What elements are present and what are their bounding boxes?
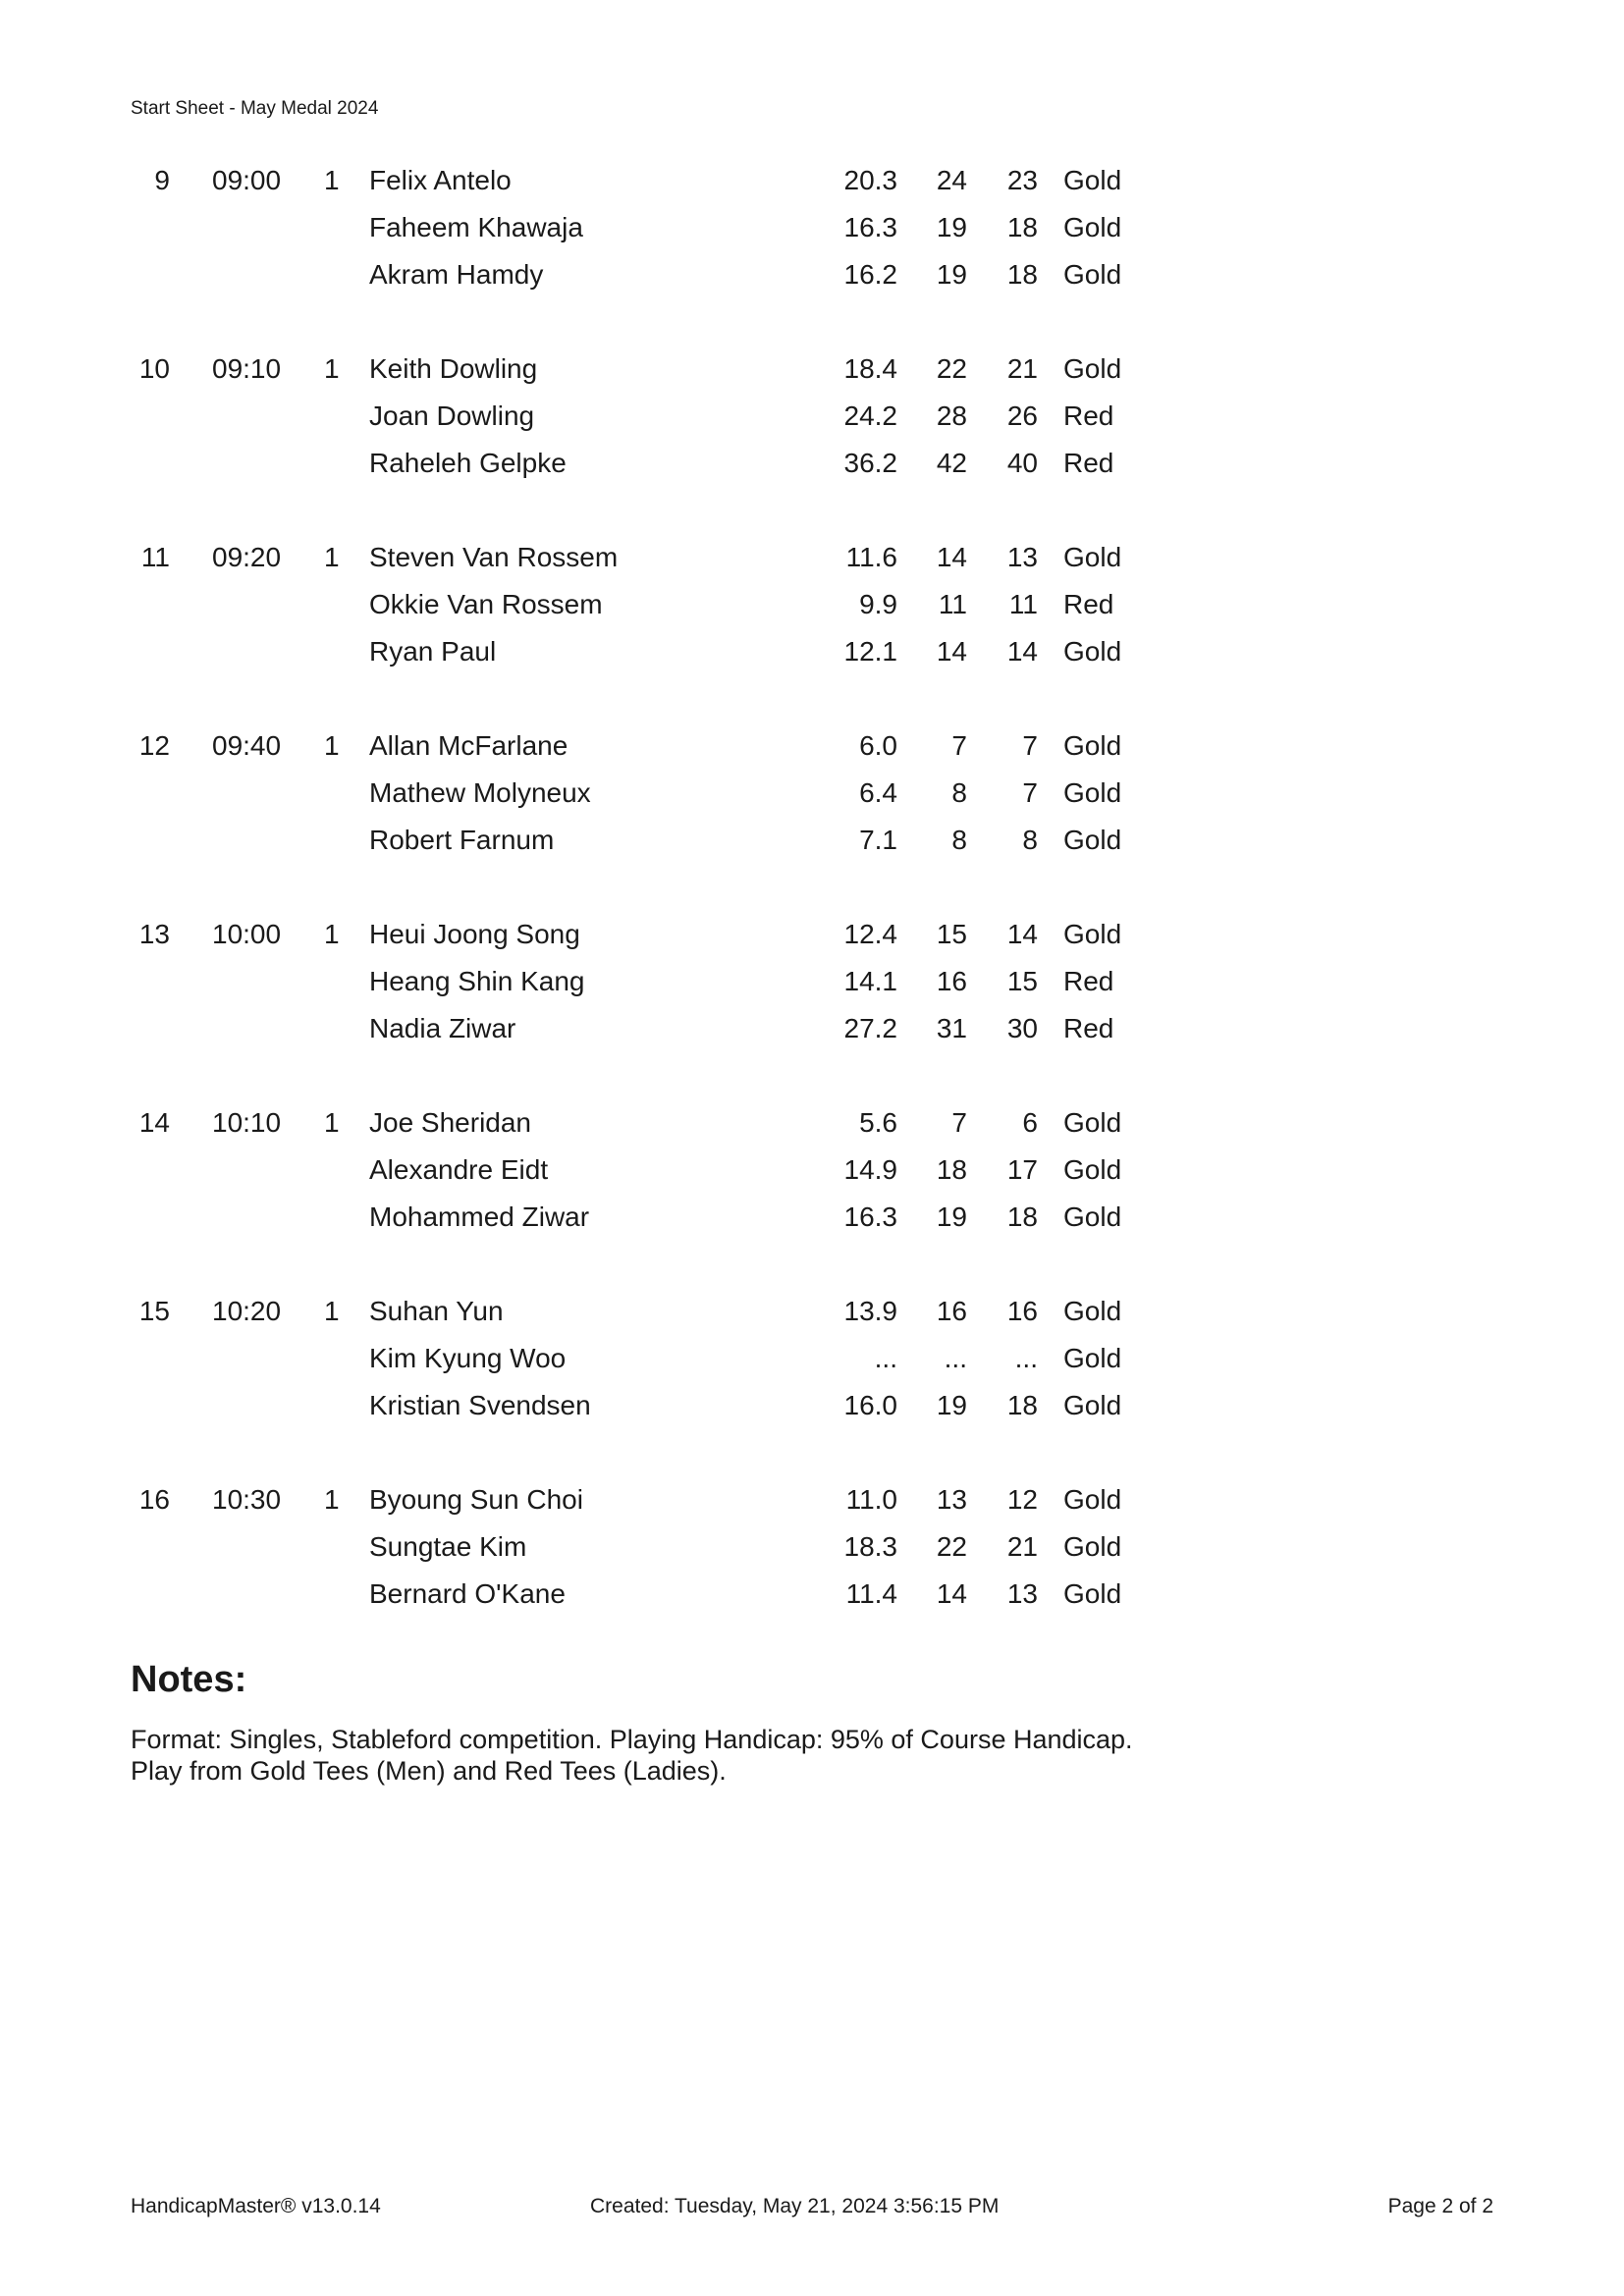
playing-handicap: 30 (1006, 1013, 1038, 1043)
handicap-index: 18.4 (843, 353, 897, 384)
player-row (0, 157, 1624, 204)
player-row (0, 911, 1624, 958)
group-number: 11 (140, 542, 170, 572)
player-name: Byoung Sun Choi (369, 1484, 583, 1515)
tee-colour: Gold (1063, 1484, 1122, 1515)
playing-handicap: 6 (1022, 1107, 1038, 1138)
player-name: Okkie Van Rossem (369, 589, 603, 619)
playing-handicap: 15 (1006, 966, 1038, 996)
notes-heading: Notes: (131, 1659, 247, 1700)
tee-time: 09:10 (212, 353, 282, 384)
player-name: Faheem Khawaja (369, 212, 583, 242)
player-name: Robert Farnum (369, 825, 555, 855)
player-name: Kim Kyung Woo (369, 1343, 567, 1373)
playing-handicap: 23 (1006, 165, 1038, 195)
player-row (0, 817, 1624, 864)
player-name: Suhan Yun (369, 1296, 504, 1326)
course-handicap: 18 (936, 1154, 967, 1185)
group-number: 15 (138, 1296, 170, 1326)
player-name: Kristian Svendsen (369, 1390, 591, 1420)
tee-colour: Gold (1063, 1107, 1122, 1138)
course-handicap: 31 (936, 1013, 967, 1043)
tee-colour: Gold (1063, 825, 1122, 855)
tee-colour: Red (1063, 966, 1114, 996)
group-number: 12 (138, 730, 170, 761)
handicap-index: 7.1 (859, 825, 897, 855)
course-handicap: 14 (936, 542, 967, 572)
tee-time: 10:20 (212, 1296, 282, 1326)
handicap-index: 6.0 (859, 730, 897, 761)
course-handicap: 19 (936, 1390, 967, 1420)
tee-colour: Gold (1063, 542, 1122, 572)
round-number: 1 (324, 1107, 340, 1138)
course-handicap: 24 (936, 165, 967, 195)
page-title: Start Sheet - May Medal 2024 (131, 98, 379, 119)
handicap-index: 18.3 (843, 1531, 897, 1562)
course-handicap: 22 (936, 1531, 967, 1562)
course-handicap: 28 (936, 400, 967, 431)
start-sheet-table (0, 157, 1624, 1665)
player-name: Steven Van Rossem (369, 542, 619, 572)
player-row (0, 440, 1624, 487)
player-row (0, 722, 1624, 770)
playing-handicap: 18 (1006, 259, 1038, 290)
course-handicap: 13 (936, 1484, 967, 1515)
footer-page-number: Page 2 of 2 (1387, 2195, 1493, 2217)
handicap-index: 11.4 (845, 1578, 897, 1609)
tee-group (0, 157, 1624, 298)
tee-colour: Gold (1063, 212, 1122, 242)
player-row (0, 770, 1624, 817)
playing-handicap: 21 (1006, 353, 1038, 384)
handicap-index: 20.3 (843, 165, 897, 195)
course-handicap: 14 (936, 636, 967, 667)
player-row (0, 1005, 1624, 1052)
tee-time: 09:40 (212, 730, 282, 761)
course-handicap: 11 (938, 589, 967, 619)
player-name: Allan McFarlane (369, 730, 568, 761)
course-handicap: 16 (936, 966, 967, 996)
course-handicap: 19 (936, 212, 967, 242)
tee-colour: Gold (1063, 919, 1122, 949)
tee-time: 09:00 (212, 165, 282, 195)
tee-group (0, 1288, 1624, 1429)
tee-time: 10:30 (212, 1484, 282, 1515)
tee-colour: Gold (1063, 1390, 1122, 1420)
handicap-index: 16.3 (843, 1201, 897, 1232)
player-name: Keith Dowling (369, 353, 538, 384)
playing-handicap: 7 (1022, 777, 1038, 808)
player-name: Mohammed Ziwar (369, 1201, 590, 1232)
tee-group (0, 722, 1624, 864)
player-row (0, 1147, 1624, 1194)
handicap-index: 12.1 (843, 636, 897, 667)
player-name: Sungtae Kim (369, 1531, 527, 1562)
player-row (0, 1099, 1624, 1147)
player-row (0, 581, 1624, 628)
course-handicap: 14 (936, 1578, 967, 1609)
playing-handicap: 14 (1006, 919, 1038, 949)
round-number: 1 (324, 353, 340, 384)
group-number: 14 (138, 1107, 170, 1138)
playing-handicap: ... (1014, 1343, 1038, 1373)
handicap-index: 9.9 (859, 589, 897, 619)
course-handicap: 7 (951, 1107, 967, 1138)
tee-colour: Gold (1063, 259, 1122, 290)
handicap-index: 11.0 (845, 1484, 897, 1515)
playing-handicap: 7 (1022, 730, 1038, 761)
footer-software: HandicapMaster® v13.0.14 (131, 2195, 381, 2217)
playing-handicap: 16 (1006, 1296, 1038, 1326)
tee-colour: Red (1063, 448, 1114, 478)
handicap-index: 16.2 (843, 259, 897, 290)
round-number: 1 (324, 1296, 340, 1326)
player-name: Felix Antelo (369, 165, 512, 195)
tee-group (0, 1099, 1624, 1241)
round-number: 1 (324, 919, 340, 949)
handicap-index: 14.1 (843, 966, 897, 996)
player-name: Raheleh Gelpke (369, 448, 567, 478)
tee-colour: Gold (1063, 1296, 1122, 1326)
tee-group (0, 1476, 1624, 1618)
handicap-index: 36.2 (843, 448, 897, 478)
round-number: 1 (324, 730, 340, 761)
tee-colour: Gold (1063, 1201, 1122, 1232)
playing-handicap: 13 (1006, 1578, 1038, 1609)
player-row (0, 1288, 1624, 1335)
playing-handicap: 18 (1006, 1201, 1038, 1232)
playing-handicap: 8 (1022, 825, 1038, 855)
handicap-index: 27.2 (843, 1013, 897, 1043)
player-row (0, 1571, 1624, 1618)
tee-colour: Red (1063, 400, 1114, 431)
tee-time: 10:10 (212, 1107, 282, 1138)
player-row (0, 1476, 1624, 1523)
tee-group (0, 911, 1624, 1052)
footer-created: Created: Tuesday, May 21, 2024 3:56:15 PM (590, 2195, 1000, 2217)
player-name: Heang Shin Kang (369, 966, 585, 996)
tee-colour: Gold (1063, 1154, 1122, 1185)
player-name: Nadia Ziwar (369, 1013, 516, 1043)
tee-colour: Red (1063, 589, 1114, 619)
handicap-index: 16.3 (843, 212, 897, 242)
player-row (0, 1194, 1624, 1241)
player-name: Ryan Paul (369, 636, 497, 667)
handicap-index: 11.6 (845, 542, 897, 572)
tee-colour: Gold (1063, 165, 1122, 195)
player-name: Joe Sheridan (369, 1107, 532, 1138)
handicap-index: 12.4 (843, 919, 897, 949)
playing-handicap: 12 (1006, 1484, 1038, 1515)
playing-handicap: 13 (1006, 542, 1038, 572)
course-handicap: 15 (936, 919, 967, 949)
handicap-index: 5.6 (859, 1107, 897, 1138)
round-number: 1 (324, 165, 340, 195)
tee-colour: Red (1063, 1013, 1114, 1043)
handicap-index: 13.9 (843, 1296, 897, 1326)
group-number: 10 (138, 353, 170, 384)
course-handicap: 22 (936, 353, 967, 384)
round-number: 1 (324, 1484, 340, 1515)
player-row (0, 1382, 1624, 1429)
player-row (0, 251, 1624, 298)
course-handicap: 8 (951, 777, 967, 808)
notes-line-tees: Play from Gold Tees (Men) and Red Tees (Ladies). (131, 1756, 727, 1786)
tee-time: 09:20 (212, 542, 282, 572)
player-row (0, 534, 1624, 581)
playing-handicap: 40 (1006, 448, 1038, 478)
player-name: Akram Hamdy (369, 259, 544, 290)
course-handicap: 42 (936, 448, 967, 478)
player-row (0, 1335, 1624, 1382)
tee-colour: Gold (1063, 1578, 1122, 1609)
tee-colour: Gold (1063, 353, 1122, 384)
player-row (0, 628, 1624, 675)
handicap-index: 24.2 (843, 400, 897, 431)
round-number: 1 (324, 542, 340, 572)
course-handicap: ... (944, 1343, 967, 1373)
course-handicap: 19 (936, 1201, 967, 1232)
player-row (0, 204, 1624, 251)
playing-handicap: 11 (1008, 589, 1038, 619)
notes-line-format: Format: Singles, Stableford competition. Playing Handicap: 95% of Course Handicap. (131, 1725, 1133, 1754)
handicap-index: 6.4 (859, 777, 897, 808)
notes-text (131, 1724, 1133, 1787)
playing-handicap: 18 (1006, 1390, 1038, 1420)
tee-colour: Gold (1063, 777, 1122, 808)
playing-handicap: 17 (1006, 1154, 1038, 1185)
playing-handicap: 18 (1006, 212, 1038, 242)
player-name: Joan Dowling (369, 400, 535, 431)
group-number: 16 (138, 1484, 170, 1515)
group-number: 13 (138, 919, 170, 949)
course-handicap: 8 (951, 825, 967, 855)
playing-handicap: 26 (1006, 400, 1038, 431)
tee-colour: Gold (1063, 1531, 1122, 1562)
course-handicap: 19 (936, 259, 967, 290)
tee-colour: Gold (1063, 730, 1122, 761)
tee-time: 10:00 (212, 919, 282, 949)
player-name: Heui Joong Song (369, 919, 580, 949)
player-name: Mathew Molyneux (369, 777, 591, 808)
player-row (0, 393, 1624, 440)
player-name: Bernard O'Kane (369, 1578, 566, 1609)
course-handicap: 16 (936, 1296, 967, 1326)
player-row (0, 346, 1624, 393)
group-number: 9 (154, 165, 170, 195)
course-handicap: 7 (951, 730, 967, 761)
player-row (0, 958, 1624, 1005)
handicap-index: 16.0 (843, 1390, 897, 1420)
tee-colour: Gold (1063, 1343, 1122, 1373)
handicap-index: 14.9 (843, 1154, 897, 1185)
player-row (0, 1523, 1624, 1571)
tee-group (0, 346, 1624, 487)
tee-colour: Gold (1063, 636, 1122, 667)
playing-handicap: 21 (1006, 1531, 1038, 1562)
handicap-index: ... (874, 1343, 897, 1373)
playing-handicap: 14 (1006, 636, 1038, 667)
player-name: Alexandre Eidt (369, 1154, 549, 1185)
tee-group (0, 534, 1624, 675)
